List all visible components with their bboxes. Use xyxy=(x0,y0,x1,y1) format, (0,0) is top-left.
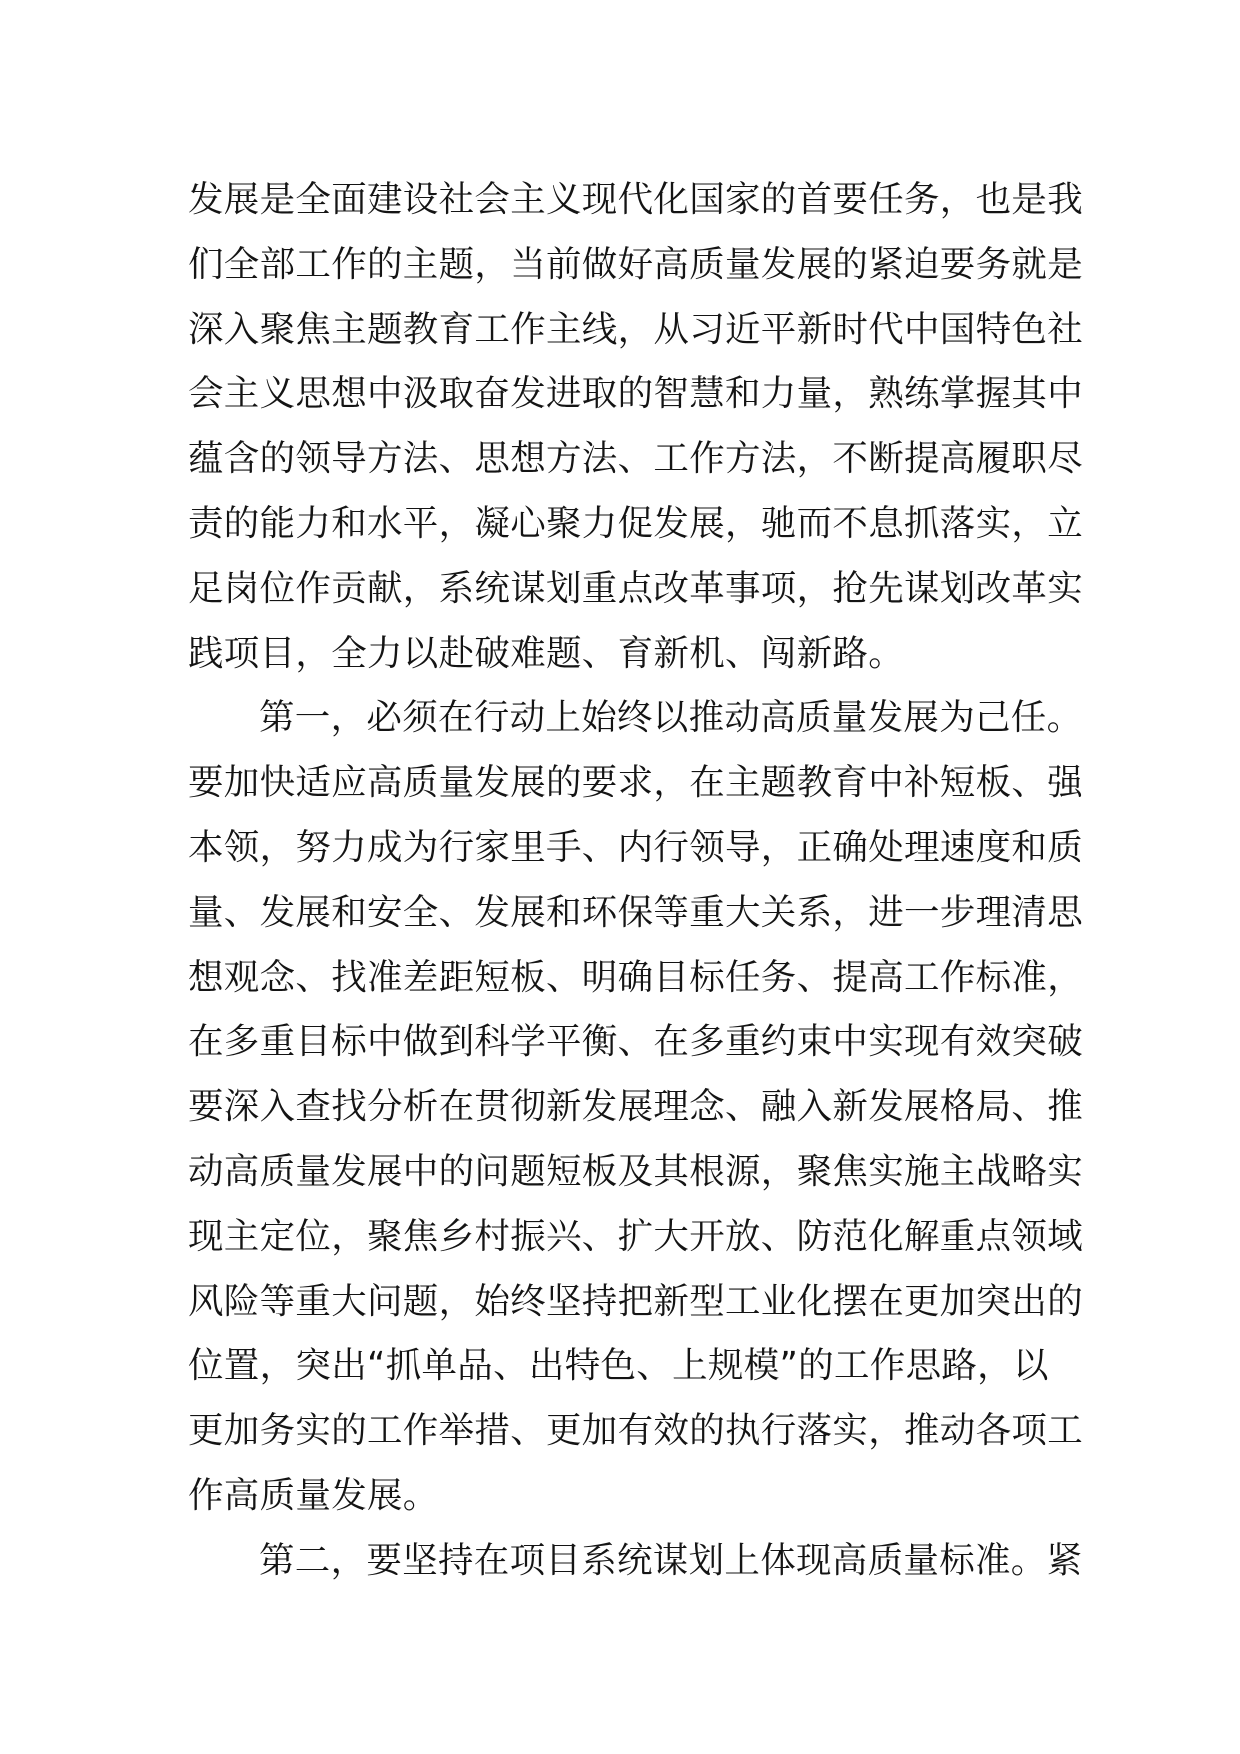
text-line: 风险等重大问题，始终坚持把新型工业化摆在更加突出的 xyxy=(188,1280,1084,1322)
text-line: 想观念、找准差距短板、明确目标任务、提高工作标准， xyxy=(188,956,1084,998)
text-line: 深入聚焦主题教育工作主线，从习近平新时代中国特色社 xyxy=(188,308,1084,350)
text-line: 足岗位作贡献，系统谋划重点改革事项，抢先谋划改革实 xyxy=(188,567,1084,609)
text-line: 会主义思想中汲取奋发进取的智慧和力量，熟练掌握其中 xyxy=(188,373,1084,415)
text-line: 责的能力和水平，凝心聚力促发展，驰而不息抓落实，立 xyxy=(188,502,1084,544)
text-line: 更加务实的工作举措、更加有效的执行落实，推动各项工 xyxy=(188,1410,1084,1452)
text-line: 要深入查找分析在贯彻新发展理念、融入新发展格局、推 xyxy=(188,1086,1084,1128)
text-line: 在多重目标中做到科学平衡、在多重约束中实现有效突破 xyxy=(188,1021,1084,1063)
text-line: 现主定位，聚焦乡村振兴、扩大开放、防范化解重点领域 xyxy=(188,1215,1084,1257)
text-line: 蕴含的领导方法、思想方法、工作方法，不断提高履职尽 xyxy=(188,438,1084,480)
text-line: 位置，突出“抓单品、出特色、上规模”的工作思路，以 xyxy=(188,1345,1049,1387)
text-line: 要加快适应高质量发展的要求，在主题教育中补短板、强 xyxy=(188,762,1084,804)
text-line: 们全部工作的主题，当前做好高质量发展的紧迫要务就是 xyxy=(188,243,1084,285)
text-line: 本领，努力成为行家里手、内行领导，正确处理速度和质 xyxy=(188,826,1084,868)
text-line: 量、发展和安全、发展和环保等重大关系，进一步理清思 xyxy=(188,891,1084,933)
text-line: 践项目，全力以赴破难题、育新机、闯新路。 xyxy=(188,632,905,674)
text-line: 作高质量发展。 xyxy=(188,1474,439,1516)
text-line: 发展是全面建设社会主义现代化国家的首要任务，也是我 xyxy=(188,179,1084,220)
paragraph-first-line: 第二，要坚持在项目系统谋划上体现高质量标准。紧 xyxy=(259,1539,1083,1581)
paragraph-first-line: 第一，必须在行动上始终以推动高质量发展为己任。 xyxy=(259,697,1083,739)
text-line: 动高质量发展中的问题短板及其根源，聚焦实施主战略实 xyxy=(188,1150,1084,1192)
body-text xyxy=(188,168,1084,1594)
